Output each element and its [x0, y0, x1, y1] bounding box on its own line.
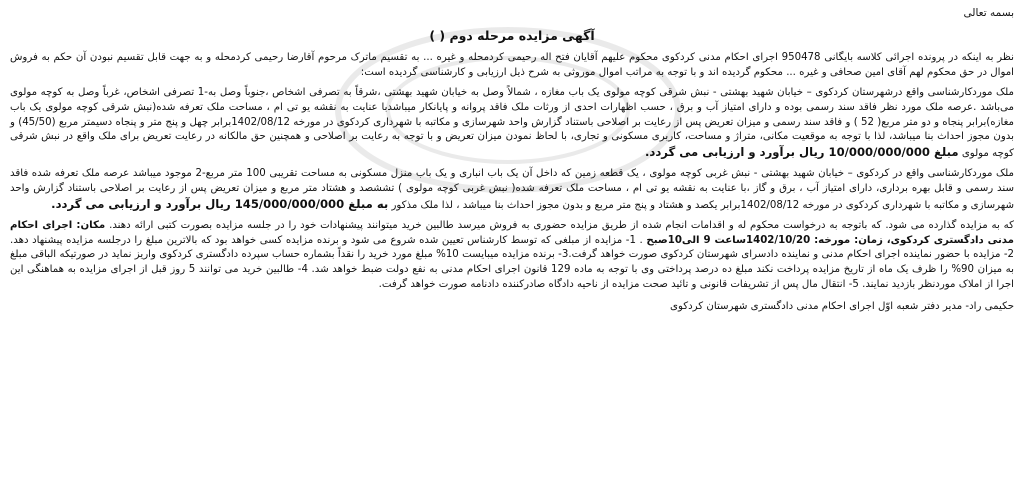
page-title: آگهی مزایده مرحله دوم ( ) — [429, 27, 595, 43]
property-item-1-description: ملک موردکارشناسی واقع درشهرستان کردکوی – خیابان شهید بهشتی - نبش شرقی کوچه مولوی یک باب مغازه ، شمالاً وصل به خیابان شهید بهشتی ،شرقاً به تصرفی اشخاص ،جنوباً وصل به-1 تصرفی اشخاص، غرباً وصل به کوچه مولوی می‌باشد .عرصه ملک مورد نظر فاقد سند رسمی بوده و دارای امتیاز آب و برق ، حسب اظهارات احدی از ورثات ملک فاقد پروانه و پایانکار میباشدبا عنایت به نقشه یو تی ام ، مساحت ملک تعرفه شده(نبش شرقی کوچه مولوی یک باب مغازه)برابر پنجاه و دو متر مربع( 52 ) و فاقد سند رسمی و میزان تعریض پس از رعایت بر اصلاحی باستناد گزارش واحد شهرسازی و مکاتبه با شهرداری کردکوی در مورخه 1402/08/12برابر چهل و پنج متر و پنجاه دسیمتر مربع (45/50) و بدون مجوز احداث بنا میباشد، لذا با توجه به موقعیت مکانی، متراژ و مساحت، کاربری مسکونی و تجاری، با لحاظ نمودن میزان تعریض و با توجه به رعایت بر اصلاحی و همچنین حق مالکانه در رعایت تعریض برای ملک واقع در نبش شرقی کوچه مولوی — [10, 87, 1015, 159]
property-item-1 — [10, 86, 1014, 161]
property-item-2-description: ملک موردکارشناسی واقع در کردکوی – خیابان شهید بهشتی - نبش غربی کوچه مولوی ، یک قطعه زمین که داخل آن یک باب انباری و یک باب منزل مسکونی به مساحت تقریبی 100 متر مربع-2 موجود میباشد عرصه ملک تعرفه شده فاقد سند رسمی و قابل بهره برداری، دارای امتیاز آب ، برق و گاز ،با عنایت به نقشه یو تی ام ، مساحت ملک تعرفه شده( نبش غربی کوچه مولوی ) تششصد و هشتاد متر مربع و میزان تعریض پس از رعایت بر اصلاحی باستناد گزارش واحد شهرسازی و مکاتبه با شهرداری کردکوی در مورخه 1402/08/12برابر یکصد و هشتاد و پنج متر مربع و بدون مجوز احداث بنا میباشد ، لذا ملک مذکور — [10, 168, 1014, 211]
property-item-2 — [10, 167, 1014, 213]
property-item-1-amount: مبلغ 10/000/000/000 ریال برآورد و ارزیابی می گردد. — [645, 144, 959, 159]
auction-place-time: مکان: اجرای احکام مدنی دادگستری کردکوی، زمان: مورخه: 1402/10/20ساعت 9 الی10صبح — [10, 220, 1014, 246]
property-item-2-amount: به مبلغ 145/000/000/000 ریال برآورد و ارزیابی می گردد. — [51, 196, 389, 211]
invocation-text: بسمه تعالی — [963, 7, 1014, 19]
auction-conditions — [10, 219, 1014, 292]
intro-paragraph: نظر به اینکه در پرونده اجرائی کلاسه بایگانی 950478 اجرای احکام مدنی کردکوی محکوم علیهم آقایان فتح اله رحیمی کردمحله و غیره ... به تقسیم ماترک مرحوم آقارضا رحیمی کردمحله و به جهت قابل تقسیم نبودن آن حکم به فروش اموال در حق محکوم لهم آقای امین صحافی و غیره ... محکوم گردیده اند و با توجه به مراتب اموال موروثی به شرح ذیل ارزیابی و کارشناسی گردیده است: — [10, 52, 1014, 78]
signature-line: حکیمی راد- مدیر دفتر شعبه اوّل اجرای احکام مدنی دادگستری شهرستان کردکوی — [670, 301, 1014, 313]
auction-intro: که به مزایده گذارده می شود. که باتوجه به درخواست محکوم له و اقدامات انجام شده از طریق مزایده حضوری به فروش میرسد طالبین خرید میتوانند پیشنهادات خود را در جلسه مزایده بصورت کتبی ارائه دهند. — [109, 220, 1014, 232]
auction-terms: . 1- مزایده از مبلغی که توسط کارشناس تعیین شده شروع می شود و برنده مزایده کسی خواهد بود که بالاترین مبلغ را درجلسه مزایده پیشنهاد دهد. 2- مزایده با حضور نماینده اجرای احکام مدنی و نماینده دادسرای شهرستان کردکوی صورت خواهد گرفت.3- برنده مزایده میبایست 10% مبلغ مورد خرید را نقداً بشماره حساب سپرده دادگستری کردکوی واریز نماید در صورتیکه الباقی مبلغ به میزان 90% را ظرف یک ماه از تاریخ مزایده پرداخت نکند مبلغ ده درصد پرداختی وی با توجه به ماده 129 قانون اجرای احکام مدنی به نفع دولت ضبط خواهد شد. 4- طالبین خرید می توانند 5 روز قبل از اجرای مزایده به هماهنگی این اجرا از املاک موردنظر بازدید نمایند. 5- انتقال مال پس از تشریفات قانونی و تائید صحت مزایده از ناحیه دادگاه صادرکننده دادنامه صورت خواهد گرفت. — [10, 234, 1015, 290]
